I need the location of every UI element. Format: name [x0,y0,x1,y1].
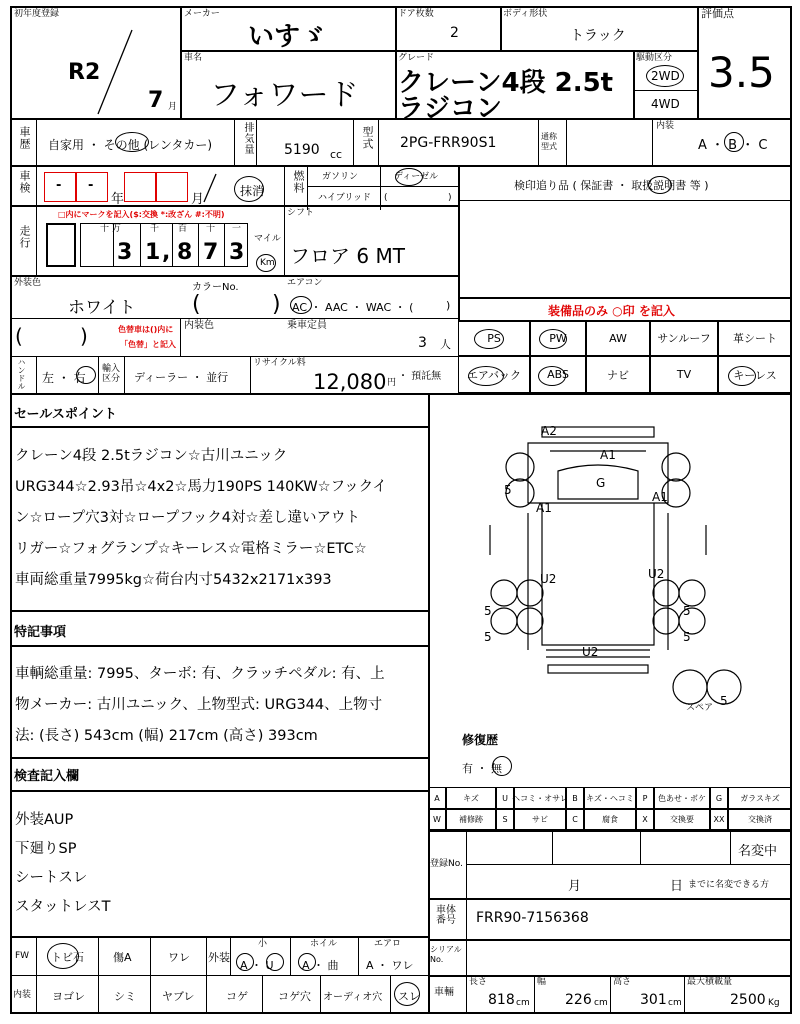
legend-row1-cell-4: ヘコミ・オサレ [514,787,566,809]
legend-row2-cell-8: 交換要 [654,809,710,830]
interior-value: A ・ B ・ C [698,138,768,153]
recycle-value: 12,080 [313,370,387,394]
doors-value: 2 [450,25,459,41]
fuel-hybrid-paren-close: ) [448,193,452,203]
check-label: 検査記入欄 [14,769,80,784]
wheel-value: A ・ 曲 [302,959,339,972]
recycle-unit: 円 [387,378,397,388]
fw-item-2: 傷A [113,951,132,964]
legend-row2-cell-4: サビ [514,809,566,830]
ac-label: エアコン [287,278,323,288]
insp-box3 [124,172,156,202]
check-line-4: スタットレスT [15,899,111,915]
registration-month: 月 [568,879,582,894]
legend-row2-cell-2: 補修跡 [446,809,496,830]
serial-label: シリアルNo. [430,945,462,964]
legend-row2-cell-5: C [566,809,584,830]
diagram-label-3: G [596,476,606,490]
diagram-label-8: U2 [648,567,665,581]
maker-value: いすゞ [248,22,327,52]
mileage-label: 走行 [18,225,31,249]
ac-value: AC ・ AAC ・ WAC ・ ( [292,301,414,314]
first-reg-month-unit: 月 [168,102,178,112]
length-unit: cm [516,998,530,1008]
diagram-label-11: 5 [683,604,691,618]
legend-row2-cell-10: 交換済 [728,809,792,830]
equipment-circle-1 [474,329,504,349]
color-change-note2: 「色替」と記入 [120,340,176,349]
fw-item-1: トビ石 [51,951,84,964]
int-item-2: シミ [114,990,136,1003]
int-item-5: コゲ穴 [278,990,311,1003]
int-footer-label: 内装 [13,990,32,1000]
registration-label: 登録No. [430,859,463,869]
load-label: 最大積載量 [687,977,733,987]
mileage-mile: マイル [254,234,281,244]
equipment-row1-item-5: 革シート [718,320,792,356]
stamp-circle [648,176,672,194]
sales-line-3: ン☆ロープ穴3対☆ロープフック4対☆差し違いアウト [15,510,360,526]
insp-month-unit: 月 [191,192,205,207]
legend-row1-cell-8: 色あせ・ボケ [654,787,710,809]
legend-row1-cell-10: ガラスキズ [728,787,792,809]
legend-row2-cell-1: W [428,809,446,830]
legend-row2-cell-6: 腐食 [584,809,636,830]
check-line-3: シートスレ [15,870,88,886]
equipment-circle-2 [539,329,567,349]
color-change-paren-open: ( [15,324,23,348]
grade-line2: ラジコン [398,94,503,124]
legend-row2-cell-9: XX [710,809,728,830]
fuel-gasoline: ガソリン [322,172,359,182]
load-value: 2500 [730,992,766,1008]
sales-line-1: クレーン4段 2.5tラジコン☆古川ユニック [15,448,288,464]
special-label: 特記事項 [14,625,67,640]
equipment-circle-5 [728,366,756,386]
name-label: 車名 [184,53,203,63]
drive-label: 駆動区分 [636,53,673,63]
mileage-km: Km [260,258,275,268]
interior-label: 内装 [656,121,675,131]
ac-circle [290,296,312,314]
drive-4wd: 4WD [651,97,680,111]
legend-row1-cell-7: P [636,787,654,809]
mileage-digit-5: 3 [229,240,245,265]
displacement-label: 排気量 [242,122,253,155]
first-reg-label: 初年度登録 [14,9,60,19]
mileage-mark-box [46,223,76,267]
handle-circle [76,366,96,384]
legend-row1-cell-2: キズ [446,787,496,809]
int-item-3: ヤブレ [162,990,195,1003]
mileage-digit-2: 1 [145,240,161,265]
special-line-3: 法: (長さ) 543cm (幅) 217cm (高さ) 393cm [15,728,318,744]
legend-row2-cell-3: S [496,809,514,830]
equipment-row1-item-2: PW [530,320,586,356]
diagram-label-10: 5 [484,630,492,644]
recycle-label: リサイクル料 [253,358,306,368]
displacement-value: 5190 [284,142,320,158]
stamp-label: 検印追り品 ( 保証書 ・ 取扱説明書 等 ) [514,179,709,192]
check-line-1: 外装AUP [15,812,74,828]
recycle-deposit: ・ 預託無 [398,371,442,382]
int-item-1: ヨゴレ [52,990,85,1003]
sales-line-2: URG344☆2.93吊☆4x2☆馬力190PS 140KW☆フックイ [15,479,387,495]
inspection-label: 車検 [18,170,31,194]
mileage-ten: 十 [206,224,216,234]
body-value: トラック [570,28,626,44]
width-label: 幅 [537,977,547,987]
name-value: フォワード [210,78,359,113]
insp-expired-circle [234,176,264,202]
equipment-row2-item-1: エアバック [458,356,530,393]
history-value: 自家用 ・ その他 (レンタカー) [48,138,213,152]
first-reg-month: 7 [148,88,164,113]
history-circle [115,132,149,152]
capacity-label: 乗車定員 [287,320,327,331]
small-circle-a [236,953,254,971]
score-label: 評価点 [701,7,734,20]
color-change-paren-close: ) [80,324,88,348]
equipment-row2-item-4: TV [650,356,718,393]
color-change-note1: 色替車は()内に [118,325,174,334]
repair-value: 有 ・ 無 [462,762,502,775]
int-item-4: コゲ [226,990,248,1003]
int-item-6: オーディオ穴 [323,992,383,1003]
fuel-label: 燃料 [292,170,305,194]
drive-2wd: 2WD [651,69,680,83]
mileage-thousand: 千 [150,224,160,234]
width-unit: cm [594,998,608,1008]
equipment-circle-3 [468,366,504,386]
fuel-hybrid-paren: ( [384,193,388,203]
mileage-digit-1: 3 [117,240,133,265]
model-label: 型式 [361,126,374,150]
doors-label: ドア枚数 [398,9,434,19]
drive-2wd-circle [646,65,684,87]
sales-line-5: 車両総重量7995kg☆荷台内寸5432x2171x393 [15,572,332,588]
insp-dash1: - [56,178,62,193]
dimensions-label: 車輛 [434,987,454,998]
interior-circle [724,132,744,152]
aero-value: A ・ ワレ [366,959,414,972]
registration-day: 日 [670,879,684,894]
int-color-label: 内装色 [184,320,214,331]
common-model-label: 通称型式 [541,132,557,151]
legend-row1-cell-9: G [710,787,728,809]
import-value: ディーラー ・ 並行 [134,371,229,384]
insp-expired: 抹消 [240,184,265,198]
length-label: 長さ [469,977,488,987]
mileage-km-circle [256,254,276,272]
fw-item-3: ワレ [168,951,190,964]
load-unit: Kg [768,998,780,1008]
diagram-label-4: 5 [504,483,512,497]
shift-label: シフト [287,208,315,218]
chassis-value: FRR90-7156368 [476,910,589,926]
insp-box4 [156,172,188,202]
equipment-row2-item-5: キーレス [718,356,792,393]
legend-row1-cell-5: B [566,787,584,809]
sales-line-4: リガー☆フォグランプ☆キーレス☆電格ミラー☆ETC☆ [15,541,367,557]
equipment-row1-item-4: サンルーフ [650,320,718,356]
history-label: 車歴 [18,126,31,150]
grade-line1: クレーン4段 2.5t [398,68,614,98]
mileage-one: 一 [232,224,242,234]
mileage-digit-3: 8 [177,240,193,265]
legend-row1-cell-3: U [496,787,514,809]
length-value: 818 [488,992,515,1008]
chassis-label: 車体番号 [436,905,456,926]
repair-circle [492,756,512,776]
equipment-row1-item-1: PS [458,320,530,356]
diagram-label-7: U2 [540,572,557,586]
diagram-label-13: U2 [582,645,599,659]
equipment-label: 装備品のみ ○印 を記入 [548,304,675,318]
diagram-label-5: A1 [536,501,552,515]
equipment-circle-4 [538,366,566,386]
mileage-digit-4: 7 [203,240,219,265]
small-value: A ・ U [240,959,274,972]
diagram-label-1: A2 [541,424,557,438]
check-line-2: 下廻りSP [15,841,77,857]
ext-color-label: 外装色 [14,278,42,288]
import-label: 輸入区分 [102,364,121,384]
mileage-hundred: 百 [178,224,188,234]
legend-row2-cell-7: X [636,809,654,830]
capacity-value: 3 [418,335,427,351]
insp-slash [200,172,220,204]
small-circle-u [266,953,284,971]
special-line-1: 車輌総重量: 7995、ターボ: 有、クラッチペダル: 有、上 [15,666,385,682]
aero-label: エアロ [374,939,402,949]
equipment-row2-item-3: ナビ [586,356,650,393]
wheel-label: ホイル [310,939,338,949]
body-label: ボディ形状 [503,9,548,19]
first-reg-year: R2 [68,60,101,85]
insp-dash2: - [88,178,94,193]
repair-label: 修復歴 [462,733,499,747]
sales-label: セールスポイント [14,407,117,422]
fuel-diesel: ディーゼル [394,172,439,182]
capacity-unit: 人 [440,338,451,351]
diagram-label-6: A1 [652,490,668,504]
legend-row1-cell-1: A [428,787,446,809]
diagram-label-2: A1 [600,448,616,462]
int-item-7: スレ [398,990,420,1003]
ext-footer-label: 外装 [208,951,230,964]
model-value: 2PG-FRR90S1 [400,135,497,151]
first-reg-slash [90,28,140,118]
fuel-hybrid: ハイブリッド [318,193,372,203]
legend-row1-cell-6: キズ・ヘコミ [584,787,636,809]
handle-label: ハンドル [17,358,26,390]
registration-until: までに名変できる方 [688,880,770,890]
maker-label: メーカー [184,9,220,19]
shift-value: フロア 6 MT [290,244,405,268]
color-code-paren-close: ) [272,292,281,317]
int-item-7-circle [394,982,420,1006]
handle-value: 左 ・ 右 [42,371,86,385]
fw-item-1-circle [47,943,79,969]
wheel-circle [298,953,316,971]
diagram-label-15: 5 [720,694,728,708]
ext-color-value: ホワイト [68,298,136,318]
grade-label: グレード [398,53,435,63]
score-value: 3.5 [708,48,775,97]
mileage-note: □内にマークを記入($:交換 *:改ざん #:不明) [58,210,225,219]
color-code-label: カラーNo. [192,282,239,293]
registration-name-change: 名変中 [738,844,778,859]
color-code-paren: ( [192,292,201,317]
height-value: 301 [640,992,667,1008]
fuel-diesel-circle [395,168,423,186]
fw-label: FW [15,951,30,961]
diagram-label-12: 5 [683,630,691,644]
diagram-label-9: 5 [484,604,492,618]
diagram-label-14: スペア [686,703,714,713]
height-unit: cm [668,998,682,1008]
equipment-row2-item-2: ABS [530,356,586,393]
equipment-row1-item-3: AW [586,320,650,356]
width-value: 226 [565,992,592,1008]
special-line-2: 物メーカー: 古川ユニック、上物型式: URG344、上物寸 [15,697,383,713]
mileage-ten-thousand: 十 万 [100,224,121,234]
displacement-unit: cc [330,148,343,161]
mileage-comma: , [162,240,171,265]
small-label: 小 [258,939,268,949]
ac-close: ) [446,299,451,312]
height-label: 高さ [613,977,632,987]
insp-year-unit: 年 [111,192,125,207]
